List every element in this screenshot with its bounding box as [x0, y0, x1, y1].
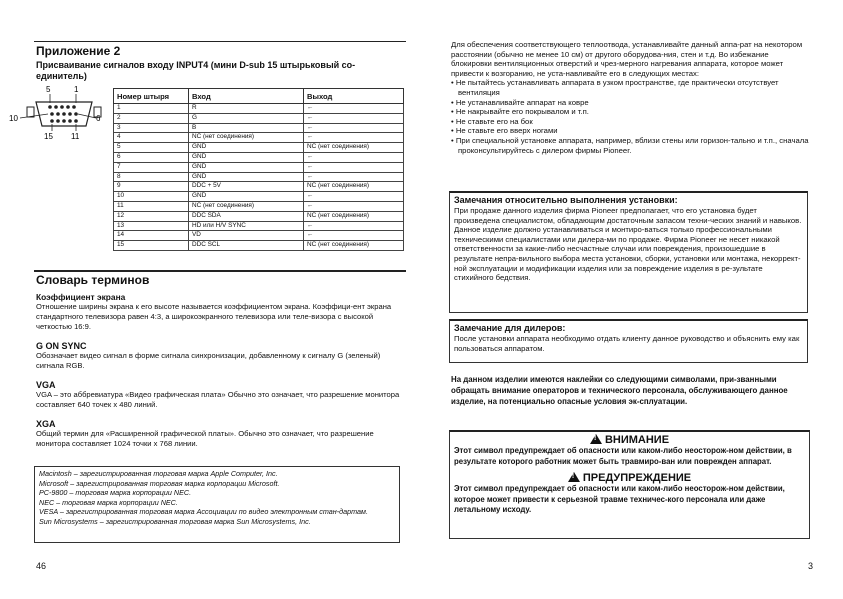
pin-label-11: 11 [71, 132, 80, 141]
term-title: Коэффициент экрана [36, 292, 126, 302]
warning-heading [450, 472, 809, 484]
output-cell: NC (нет соединения) [304, 211, 404, 221]
table-row [114, 113, 404, 123]
output-cell: ← [304, 201, 404, 211]
input-cell: HD или H/V SYNC [189, 221, 304, 231]
input-cell: DDC + 5V [189, 182, 304, 192]
input-cell: GND [189, 172, 304, 182]
caution-heading [450, 434, 809, 446]
pin-number-cell: 1 [114, 104, 189, 114]
pin-label-5: 5 [46, 85, 51, 94]
input-cell: GND [189, 162, 304, 172]
install-notes-text: При продаже данного изделия фирма Pioneer предполагает, что его установка будет произведена специалистом, обладающим достаточным запасом техни-ческих знаний и навыков. Данное изделие должно устанавливаться и монтиро-ваться только профессиональными техническими специалистами или дилера-ми по продаже. Фирма Pioneer не несет никакой ответственности за какие-либо несчастные случаи или повреждения, произошедшие в результате непра-вильного выбора места установки, сборки, установки или монтажа, некоррект-ной эксплуатации и модификации изделия или за повреждение изделия в ре-зультате стихийного бедствия. [454, 206, 802, 283]
input-cell: DDC SCL [189, 241, 304, 251]
page-number-left: 46 [36, 561, 47, 571]
glossary-rule [34, 270, 406, 272]
table-row [114, 172, 404, 182]
header-input: Вход [189, 89, 304, 104]
output-cell: ← [304, 104, 404, 114]
trademark-line: NEC – торговая марка корпорации NEC. [39, 497, 178, 507]
input-cell: G [189, 113, 304, 123]
warning-title: ПРЕДУПРЕЖДЕНИЕ [582, 472, 692, 484]
output-cell: ← [304, 221, 404, 231]
pin-number-cell: 6 [114, 152, 189, 162]
appendix-section [36, 44, 406, 82]
term-text: Отношение ширины экрана к его высоте называется коэффициентом экрана. Коэффици-ент экрана стандартного телевизора равен 4:3, а широкоэкранного телевизора или теле-визора с высокой четкостью 16:9. [36, 302, 392, 331]
appendix-title: Приложение 2 [36, 44, 121, 58]
term-text: Обозначает видео сигнал в форме сигнала синхронизации, добавленному к сигналу G (зеленый) сигнала RGB. [36, 351, 381, 370]
term-aspect-ratio [36, 292, 404, 332]
term-title: VGA [36, 380, 56, 390]
pin-number-cell: 15 [114, 241, 189, 251]
caution-triangle-icon [590, 434, 602, 444]
bullet-item: • Не ставьте его на бок [451, 116, 533, 126]
output-cell: ← [304, 123, 404, 133]
glossary-title: Словарь терминов [36, 273, 150, 287]
warnings-box [449, 430, 810, 539]
pin-number-cell: 7 [114, 162, 189, 172]
table-row [114, 211, 404, 221]
output-cell: NC (нет соединения) [304, 143, 404, 153]
symbols-note [451, 375, 809, 407]
bullet-item: • При специальной установке аппарата, например, вблизи стены или горизон-тально и т.п., сначала проконсультируйтесь с дилером фирмы Pioneer. [451, 135, 809, 155]
input-cell: VD [189, 231, 304, 241]
dealer-notes-box [449, 319, 808, 363]
term-xga [36, 419, 404, 449]
warning-text: Этот символ предупреждает об опасности или каком-либо неосторож-ном действии, которое может привести к серьезной травме техничес-кого персонала или даже летальному исходу. [454, 484, 785, 514]
table-row [114, 143, 404, 153]
output-cell: NC (нет соединения) [304, 241, 404, 251]
header-output: Выход [304, 89, 404, 104]
install-notes-title: Замечания относительно выполнения установки: [454, 195, 678, 205]
pin-number-cell: 10 [114, 192, 189, 202]
table-row [114, 192, 404, 202]
header-pin-number: Номер штыря [114, 89, 189, 104]
placement-bullets [451, 78, 811, 155]
output-cell: ← [304, 172, 404, 182]
trademark-line: Macintosh – зарегистрированная торговая марка Apple Computer, Inc. [39, 469, 278, 478]
table-row [114, 201, 404, 211]
output-cell: NC (нет соединения) [304, 182, 404, 192]
pin-label-15: 15 [44, 132, 53, 141]
pin-number-cell: 11 [114, 201, 189, 211]
pin-number-cell: 9 [114, 182, 189, 192]
trademark-line: PC-9800 – торговая марка корпорации NEC. [39, 488, 192, 498]
appendix-subtitle: Присваивание сигналов входу INPUT4 (мини D-sub 15 штырьковый со-единитель) [36, 60, 356, 81]
input-cell: R [189, 104, 304, 114]
term-title: G ON SYNC [36, 341, 87, 351]
install-notes-box [449, 191, 808, 313]
term-g-on-sync [36, 341, 404, 371]
input-cell: NC (нет соединения) [189, 133, 304, 143]
pin-label-6: 6 [96, 114, 101, 123]
table-row [114, 241, 404, 251]
warning-triangle-icon [568, 472, 580, 482]
pin-label-1: 1 [74, 85, 79, 94]
table-row [114, 123, 404, 133]
dsub-connector-diagram [6, 83, 110, 143]
term-vga [36, 380, 404, 410]
pin-number-cell: 12 [114, 211, 189, 221]
pin-table-body [114, 104, 404, 251]
bullet-item: • Не устанавливайте аппарат на ковре [451, 97, 589, 107]
trademark-line: Microsoft – зарегистрированная торговая марка корпорации Microsoft. [39, 478, 280, 488]
table-header-row [114, 89, 404, 104]
term-text: VGA – это аббревиатура «Видео графическая плата» Обычно это означает, что разрешение монитора составляет 640 точек х 480 линий. [36, 390, 400, 409]
trademark-line: Sun Microsystems – зарегистрированная торговая марка Sun Microsystems, Inc. [39, 516, 311, 526]
top-rule-left [34, 41, 406, 42]
input-cell: B [189, 123, 304, 133]
glossary-section [36, 273, 404, 449]
table-row [114, 152, 404, 162]
page-number-right: 3 [808, 561, 814, 571]
input-cell: GND [189, 143, 304, 153]
pin-number-cell: 13 [114, 221, 189, 231]
output-cell: ← [304, 231, 404, 241]
bullet-item: • Не ставьте его вверх ногами [451, 126, 558, 136]
pin-label-10: 10 [9, 114, 18, 123]
caution-text: Этот символ предупреждает об опасности или каком-либо неосторож-ном действии, в результате которого работник может быть травмиро-ван или поврежден аппарат. [454, 446, 792, 466]
output-cell: ← [304, 113, 404, 123]
input-cell: NC (нет соединения) [189, 201, 304, 211]
bullet-item: • Не накрывайте его покрывалом и т.п. [451, 107, 589, 117]
dealer-notes-text: После установки аппарата необходимо отдать клиенту данное руководство и объяснить ему как пользоваться аппаратом. [454, 334, 800, 353]
bullet-item: • Не пытайтесь устанавливать аппарата в узком пространстве, где практически отсутствует вентиляция [451, 78, 779, 97]
placement-section [451, 40, 811, 155]
table-row [114, 182, 404, 192]
trademark-line: VESA – зарегистрированная торговая марка Ассоциации по видео электронным стан-дартам. [39, 507, 368, 517]
input-cell: GND [189, 152, 304, 162]
pin-number-cell: 8 [114, 172, 189, 182]
output-cell: ← [304, 162, 404, 172]
pin-number-cell: 14 [114, 231, 189, 241]
table-row [114, 133, 404, 143]
trademarks-box [34, 466, 400, 543]
pin-number-cell: 5 [114, 143, 189, 153]
term-text: Общий термин для «Расширенной графической платы». Обычно это означает, что разрешение монитора составляет 1024 точки х 768 линии. [36, 429, 374, 448]
input-cell: GND [189, 192, 304, 202]
output-cell: ← [304, 152, 404, 162]
pin-number-cell: 3 [114, 123, 189, 133]
table-row [114, 104, 404, 114]
input-cell: DDC SDA [189, 211, 304, 221]
table-row [114, 231, 404, 241]
placement-intro: Для обеспечения соответствующего теплоотвода, устанавливайте данный аппа-рат на некотором расстоянии (обычно не менее 10 см) от другого оборудова-ния, стен и т.д. Во избежание блокировки вентиляционных отверстий и чрез-мерного нагревания аппарата, которое может привести к возгоранию, не уста-навливайте его в следующих местах: [451, 40, 803, 78]
symbols-text: На данном изделии имеются наклейки со следующими символами, при-званными обращать внимание операторов и технического персонала, обслуживающего данное изделие, на потенциально опасные условия эк-сплуатации. [451, 375, 788, 406]
pin-number-cell: 2 [114, 113, 189, 123]
dealer-notes-title: Замечание для дилеров: [454, 323, 566, 333]
table-row [114, 162, 404, 172]
table-row [114, 221, 404, 231]
caution-title: ВНИМАНИЕ [604, 434, 670, 446]
output-cell: ← [304, 133, 404, 143]
pin-assignment-table [113, 88, 404, 251]
output-cell: ← [304, 192, 404, 202]
pin-number-cell: 4 [114, 133, 189, 143]
term-title: XGA [36, 419, 56, 429]
